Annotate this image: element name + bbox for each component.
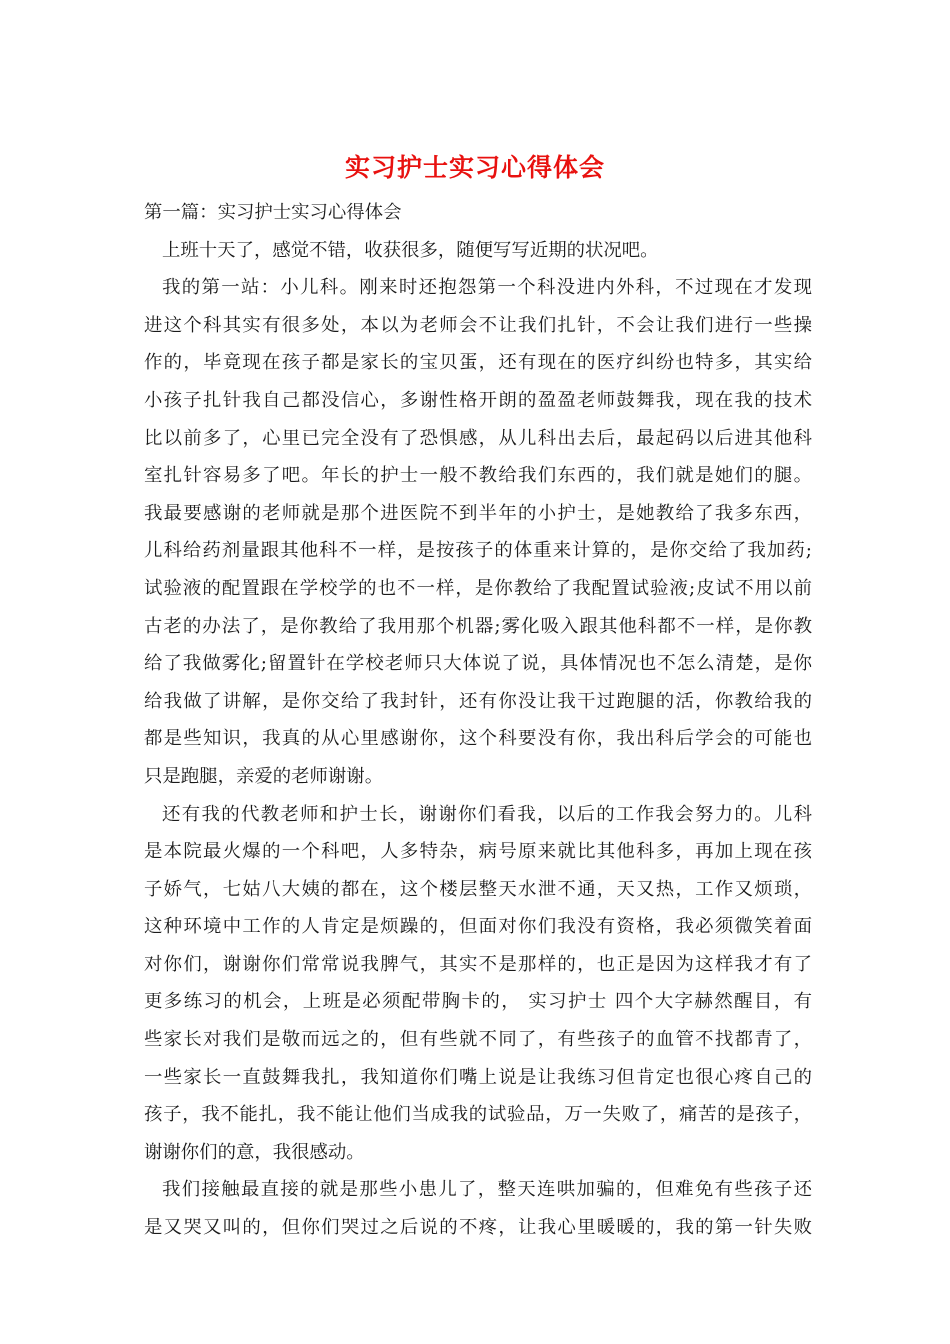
text-line: 室扎针容易多了吧。年长的护士一般不教给我们东西的，我们就是她们的腿。 — [144, 465, 812, 487]
text-line: 是又哭又叫的，但你们哭过之后说的不疼，让我心里暖暖的，我的第一针失败 — [144, 1217, 812, 1239]
document-body — [144, 194, 812, 1247]
text-line: 子娇气，七姑八大姨的都在，这个楼层整天水泄不通，天又热，工作又烦琐， — [144, 878, 812, 900]
paragraph — [144, 1171, 812, 1246]
text-line: 儿科给药剂量跟其他科不一样，是按孩子的体重来计算的，是你交给了我加药; — [144, 540, 812, 562]
text-line: 古老的办法了，是你教给了我用那个机器;雾化吸入跟其他科都不一样，是你教 — [144, 615, 812, 637]
paragraph — [144, 796, 812, 1172]
text-line: 更多练习的机会，上班是必须配带胸卡的， 实习护士 四个大字赫然醒目，有 — [144, 991, 812, 1013]
text-line: 我最要感谢的老师就是那个进医院不到半年的小护士，是她教给了我多东西， — [144, 502, 812, 524]
text-line: 是本院最火爆的一个科吧，人多特杂，病号原来就比其他科多，再加上现在孩 — [144, 841, 812, 863]
text-line: 给了我做雾化;留置针在学校老师只大体说了说，具体情况也不怎么清楚，是你 — [144, 653, 812, 675]
text-line: 比以前多了，心里已完全没有了恐惧感，从儿科出去后，最起码以后进其他科 — [144, 427, 812, 449]
text-line: 这种环境中工作的人肯定是烦躁的，但面对你们我没有资格，我必须微笑着面 — [144, 916, 812, 938]
paragraph — [144, 269, 812, 795]
text-line: 对你们，谢谢你们常常说我脾气，其实不是那样的，也正是因为这样我才有了 — [144, 953, 812, 975]
text-line: 我的第一站：小儿科。刚来时还抱怨第一个科没进内外科，不过现在才发现 — [162, 277, 812, 299]
document-title: 实习护士实习心得体会 — [344, 153, 605, 182]
text-line: 进这个科其实有很多处，本以为老师会不让我们扎针，不会让我们进行一些操 — [144, 314, 812, 336]
text-line: 小孩子扎针我自己都没信心，多谢性格开朗的盈盈老师鼓舞我，现在我的技术 — [144, 389, 812, 411]
section-heading: 第一篇：实习护士实习心得体会 — [144, 202, 402, 223]
text-line: 谢谢你们的意，我很感动。 — [144, 1141, 365, 1163]
text-line: 还有我的代教老师和护士长，谢谢你们看我，以后的工作我会努力的。儿科 — [162, 803, 812, 825]
text-line: 作的，毕竟现在孩子都是家长的宝贝蛋，还有现在的医疗纠纷也特多，其实给 — [144, 352, 812, 374]
text-line: 只是跑腿，亲爱的老师谢谢。 — [144, 765, 384, 787]
text-line: 些家长对我们是敬而远之的，但有些就不同了，有些孩子的血管不找都青了， — [144, 1029, 812, 1051]
text-line: 给我做了讲解，是你交给了我封针，还有你没让我干过跑腿的活，你教给我的 — [144, 690, 812, 712]
text-line: 都是些知识，我真的从心里感谢你，这个科要没有你，我出科后学会的可能也 — [144, 728, 812, 750]
text-line: 一些家长一直鼓舞我扎，我知道你们嘴上说是让我练习但肯定也很心疼自己的 — [144, 1066, 812, 1088]
text-line: 孩子，我不能扎，我不能让他们当成我的试验品，万一失败了，痛苦的是孩子， — [144, 1104, 812, 1126]
text-line: 试验液的配置跟在学校学的也不一样，是你教给了我配置试验液;皮试不用以前 — [144, 577, 812, 599]
text-line: 上班十天了，感觉不错，收获很多，随便写写近期的状况吧。 — [162, 239, 659, 261]
paragraph — [144, 232, 812, 270]
text-line: 我们接触最直接的就是那些小患儿了，整天连哄加骗的，但难免有些孩子还 — [162, 1179, 812, 1201]
